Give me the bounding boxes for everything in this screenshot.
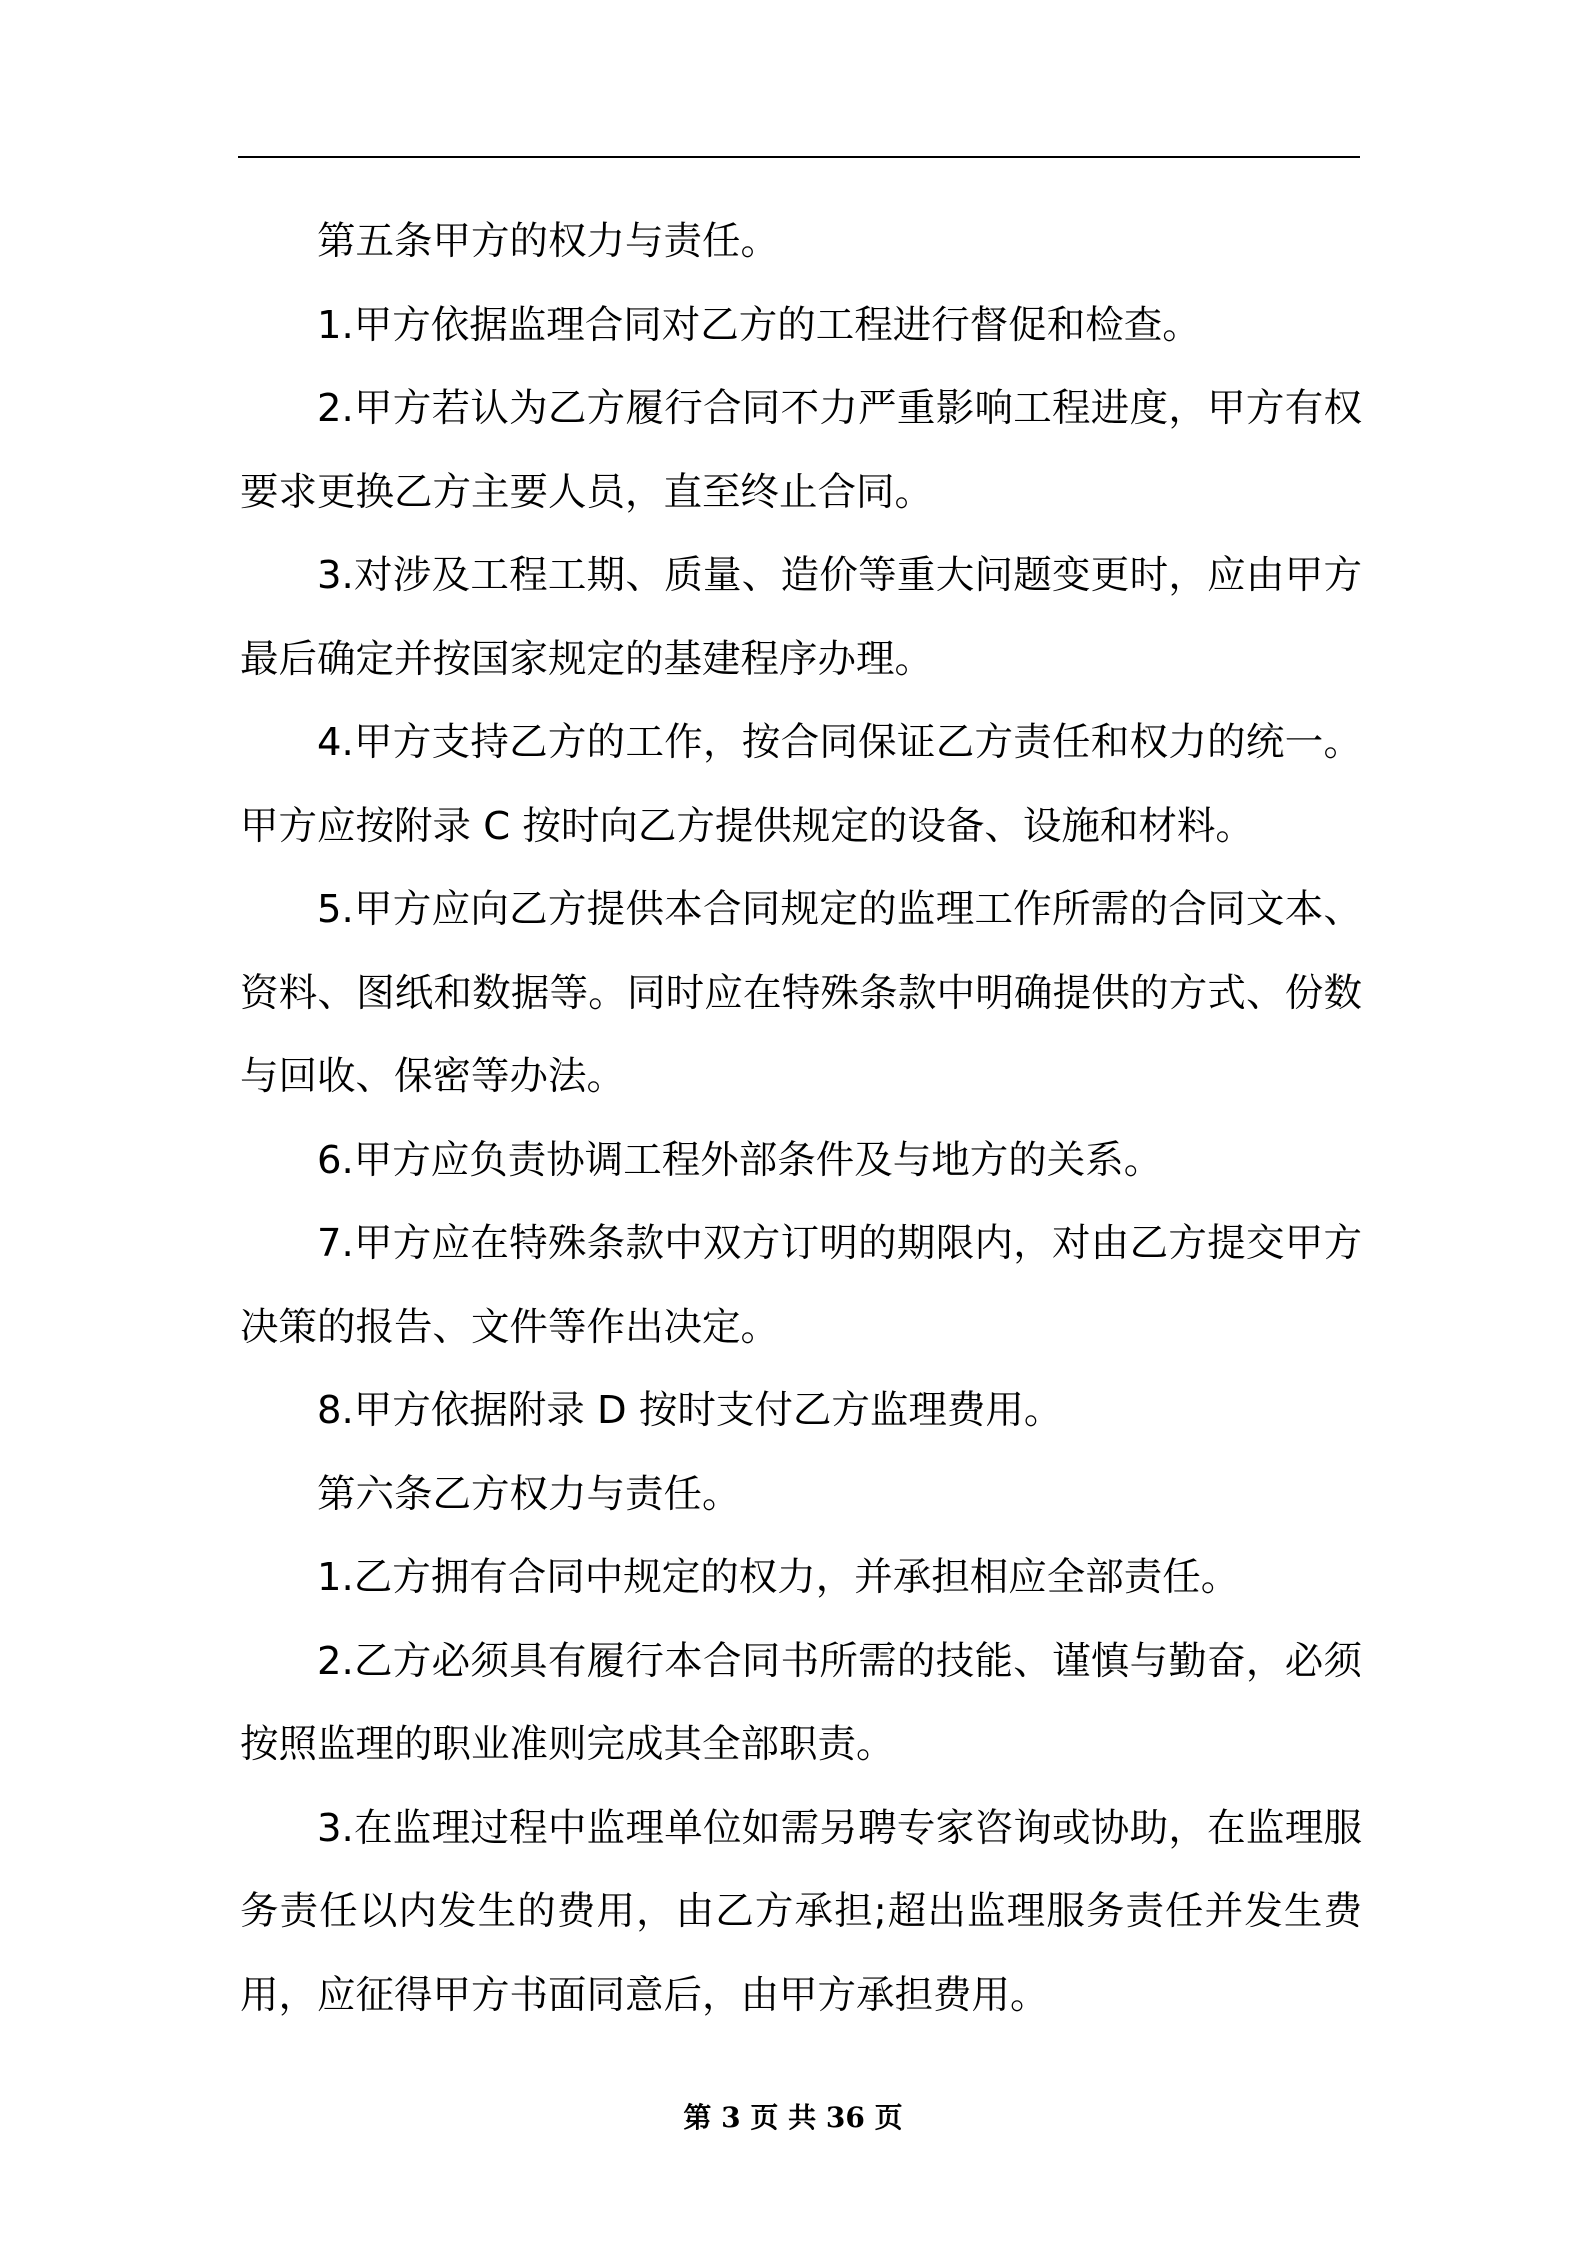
article-5-clause-5: 5.甲方应向乙方提供本合同规定的监理工作所需的合同文本、资料、图纸和数据等。同时应在特殊条款中明确提供的方式、份数与回收、保密等办法。 [240,887,1362,1099]
article-6-clause-2: 2.乙方必须具有履行本合同书所需的技能、谨慎与勤奋，必须按照监理的职业准则完成其全部职责。 [240,1638,1362,1767]
article-6-clause-1: 1.乙方拥有合同中规定的权力，并承担相应全部责任。 [317,1555,1240,1600]
article-5-clause-8: 8.甲方依据附录 D 按时支付乙方监理费用。 [317,1388,1063,1433]
footer-prefix: 第 [683,2101,712,2134]
article-6-clause-3: 3.在监理过程中监理单位如需另聘专家咨询或协助，在监理服务责任以内发生的费用，由乙方承担;超出监理服务责任并发生费用，应征得甲方书面同意后，由甲方承担费用。 [240,1805,1362,2018]
article-5-clause-7: 7.甲方应在特殊条款中双方订明的期限内，对由乙方提交甲方决策的报告、文件等作出决定。 [240,1221,1362,1350]
document-body [240,200,1362,2037]
article-6-heading: 第六条乙方权力与责任。 [317,1471,741,1517]
total-pages-number: 36 [825,2101,865,2134]
article-5-clause-3: 3.对涉及工程工期、质量、造价等重大问题变更时，应由甲方最后确定并按国家规定的基建程序办理。 [240,553,1362,682]
article-5-clause-4: 4.甲方支持乙方的工作，按合同保证乙方责任和权力的统一。甲方应按附录 C 按时向乙方提供规定的设备、设施和材料。 [240,720,1362,849]
article-5-clause-2: 2.甲方若认为乙方履行合同不力严重影响工程进度，甲方有权要求更换乙方主要人员，直至终止合同。 [240,386,1362,515]
header-rule [238,156,1360,158]
article-5-heading: 第五条甲方的权力与责任。 [317,219,780,264]
footer-middle: 页 共 [750,2101,817,2134]
article-5-clause-6: 6.甲方应负责协调工程外部条件及与地方的关系。 [317,1137,1163,1183]
page-footer [0,2098,1586,2138]
current-page-number: 3 [721,2101,741,2134]
article-5-clause-1: 1.甲方依据监理合同对乙方的工程进行督促和检查。 [317,302,1201,348]
footer-suffix: 页 [874,2101,903,2134]
